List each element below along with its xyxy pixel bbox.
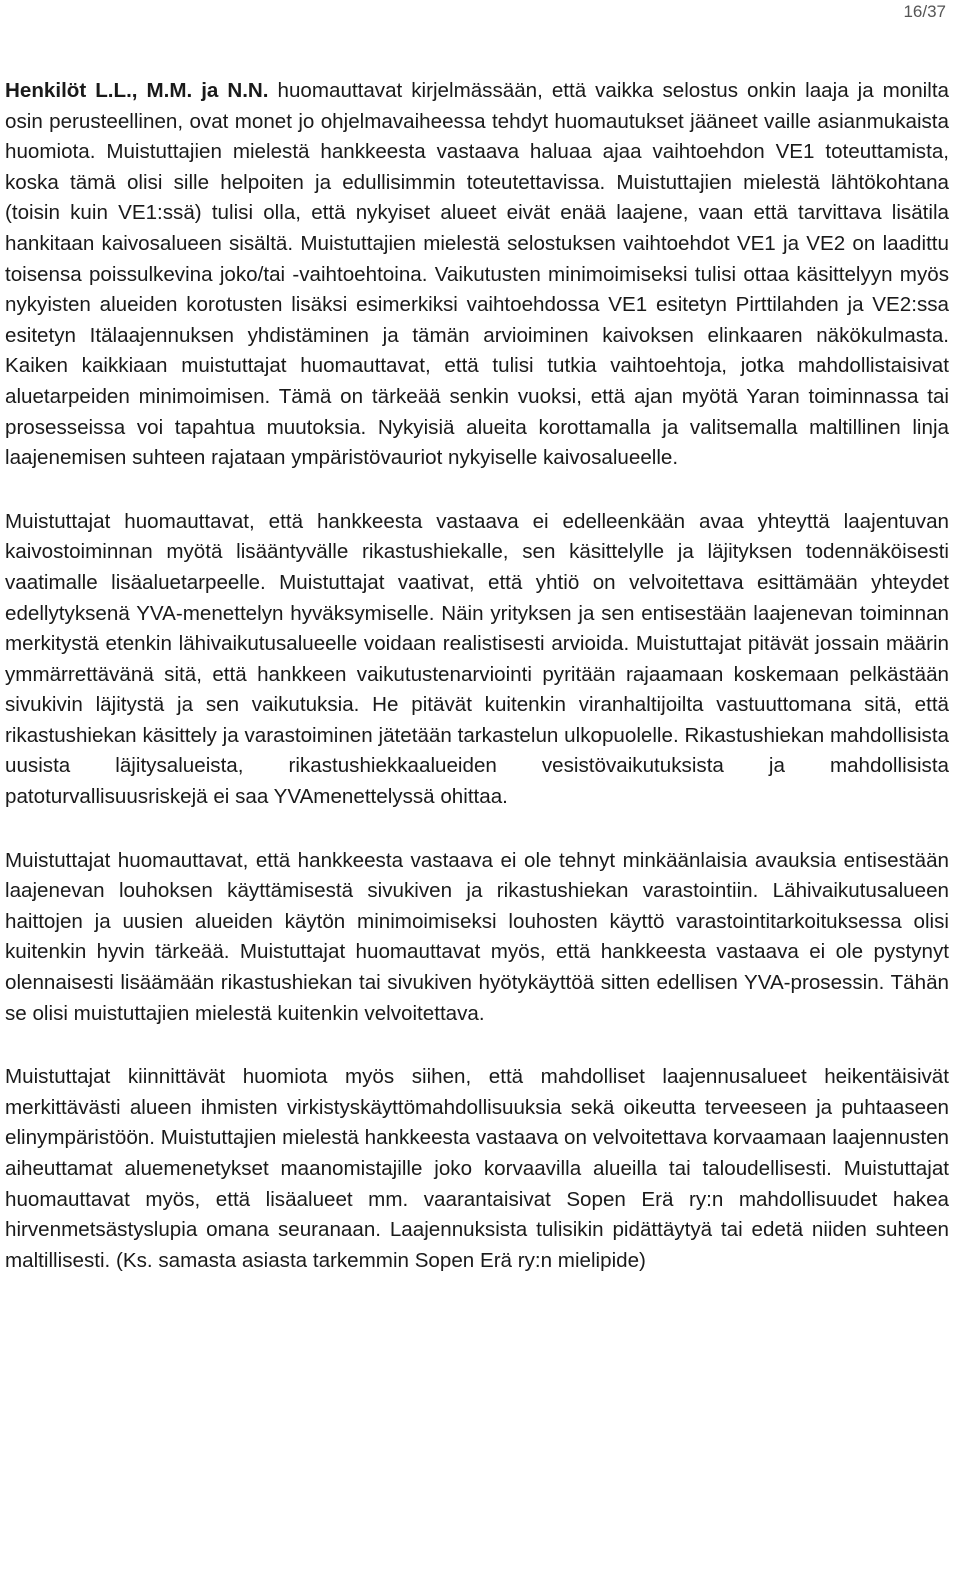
paragraph-2: Muistuttajat huomauttavat, että hankkeesta vastaava ei edelleenkään avaa yhteyttä laajentuvan kaivostoiminnan myötä lisääntyvälle rikastushiekalle, sen käsittelylle ja läjityksen todennäköisesti vaatimalle lisäaluetarpeelle. Muistuttajat vaativat, että yhtiö on velvoitettava esittämään yhteydet edellytyksenä YVA-menettelyn hyväksymiselle. Näin yrityksen ja sen entisestään laajenevan toiminnan merkitystä etenkin lähivaikutusalueelle voidaan realistisesti arvioida. Muistuttajat pitävät jossain määrin ymmärrettävänä sitä, että hankkeen vaikutustenarviointi pyritään rajaamaan koskemaan pelkästään sivukivin läjitystä ja sen vaikutuksia. He pitävät kuitenkin viranhaltijoilta vastuuttomana sitä, että rikastushiekan käsittely ja varastoiminen jätetään tarkastelun ulkopuolelle. Rikastushiekan mahdollisista uusista läjitysalueista, rikastushiekkaalueiden vesistövaikutuksista ja mahdollisista patoturvallisuusriskejä ei saa YVAmenettelyssä ohittaa.: [5, 509, 949, 809]
page-number: 16/37: [903, 2, 946, 21]
paragraph-1-lead: Henkilöt L.L., M.M. ja N.N.: [5, 79, 269, 102]
paragraph-1: [5, 76, 949, 474]
paragraph-3: Muistuttajat huomauttavat, että hankkeesta vastaava ei ole tehnyt minkäänlaisia avauksia entisestään laajenevan louhoksen käyttämisestä sivukiven ja rikastushiekan varastointiin. Lähivaikutusalueen haittojen ja uusien alueiden käytön minimoimiseksi louhosten käyttö varastointitarkoituksessa olisi kuitenkin hyvin tärkeää. Muistuttajat huomauttavat myös, että hankkeesta vastaava ei ole pystynyt olennaisesti lisäämään rikastushiekan tai sivukiven hyötykäyttöä sitten edellisen YVA-prosessin. Tähän se olisi muistuttajien mielestä kuitenkin velvoitettava.: [5, 848, 949, 1025]
document-body: [5, 76, 949, 1309]
paragraph-1-text: huomauttavat kirjelmässään, että vaikka selostus onkin laaja ja monilta osin perusteellinen, ovat monet jo ohjelmavaiheessa tehdyt huomautukset jääneet vaille asianmukaista huomiota. Muistuttajien mielestä hankkeesta vastaava haluaa ajaa vaihtoehdon VE1 toteuttamista, koska tämä olisi sille helpoiten ja edullisimmin toteutettavissa. Muistuttajien mielestä lähtökohtana (toisin kuin VE1:ssä) tulisi olla, että nykyiset alueet eivät enää laajene, vaan että tarvittava lisätila hankitaan kaivosalueen sisältä. Muistuttajien mielestä selostuksen vaihtoehdot VE1 ja VE2 on laadittu toisensa poissulkevina joko/tai -vaihtoehtoina. Vaikutusten minimoimiseksi tulisi ottaa käsittelyyn myös nykyisten alueiden korotusten lisäksi esimerkiksi vaihtoehdossa VE1 esitetyn Pirttilahden ja VE2:ssa esitetyn Itälaajennuksen yhdistäminen ja tämän arvioiminen kaivoksen elinkaaren näkökulmasta. Kaiken kaikkiaan muistuttajat huomauttavat, että tulisi tutkia vaihtoehtoja, jotka mahdollistaisivat aluetarpeiden minimoimisen. Tämä on tärkeää senkin vuoksi, että ajan myötä Yaran toiminnassa tai prosesseissa voi tapahtua muutoksia. Nykyisiä alueita korottamalla ja valitsemalla maltillinen linja laajenemisen suhteen rajataan ympäristövauriot nykyiselle kaivosalueelle.: [5, 79, 950, 470]
paragraph-4: Muistuttajat kiinnittävät huomiota myös siihen, että mahdolliset laajennusalueet heikentäisivät merkittävästi alueen ihmisten virkistyskäyttömahdollisuuksia sekä oikeutta terveeseen ja puhtaaseen elinympäristöön. Muistuttajien mielestä hankkeesta vastaava on velvoitettava korvaamaan laajennusten aiheuttamat aluemenetykset maanomistajille joko korvaavilla alueilla tai taloudellisesti. Muistuttajat huomauttavat myös, että lisäalueet mm. vaarantaisivat Sopen Erä ry:n mahdollisuudet hakea hirvenmetsästyslupia omana seuranaan. Laajennuksista tulisikin pidättäytyä tai edetä niiden suhteen maltillisesti. (Ks. samasta asiasta tarkemmin Sopen Erä ry:n mielipide): [5, 1065, 949, 1272]
